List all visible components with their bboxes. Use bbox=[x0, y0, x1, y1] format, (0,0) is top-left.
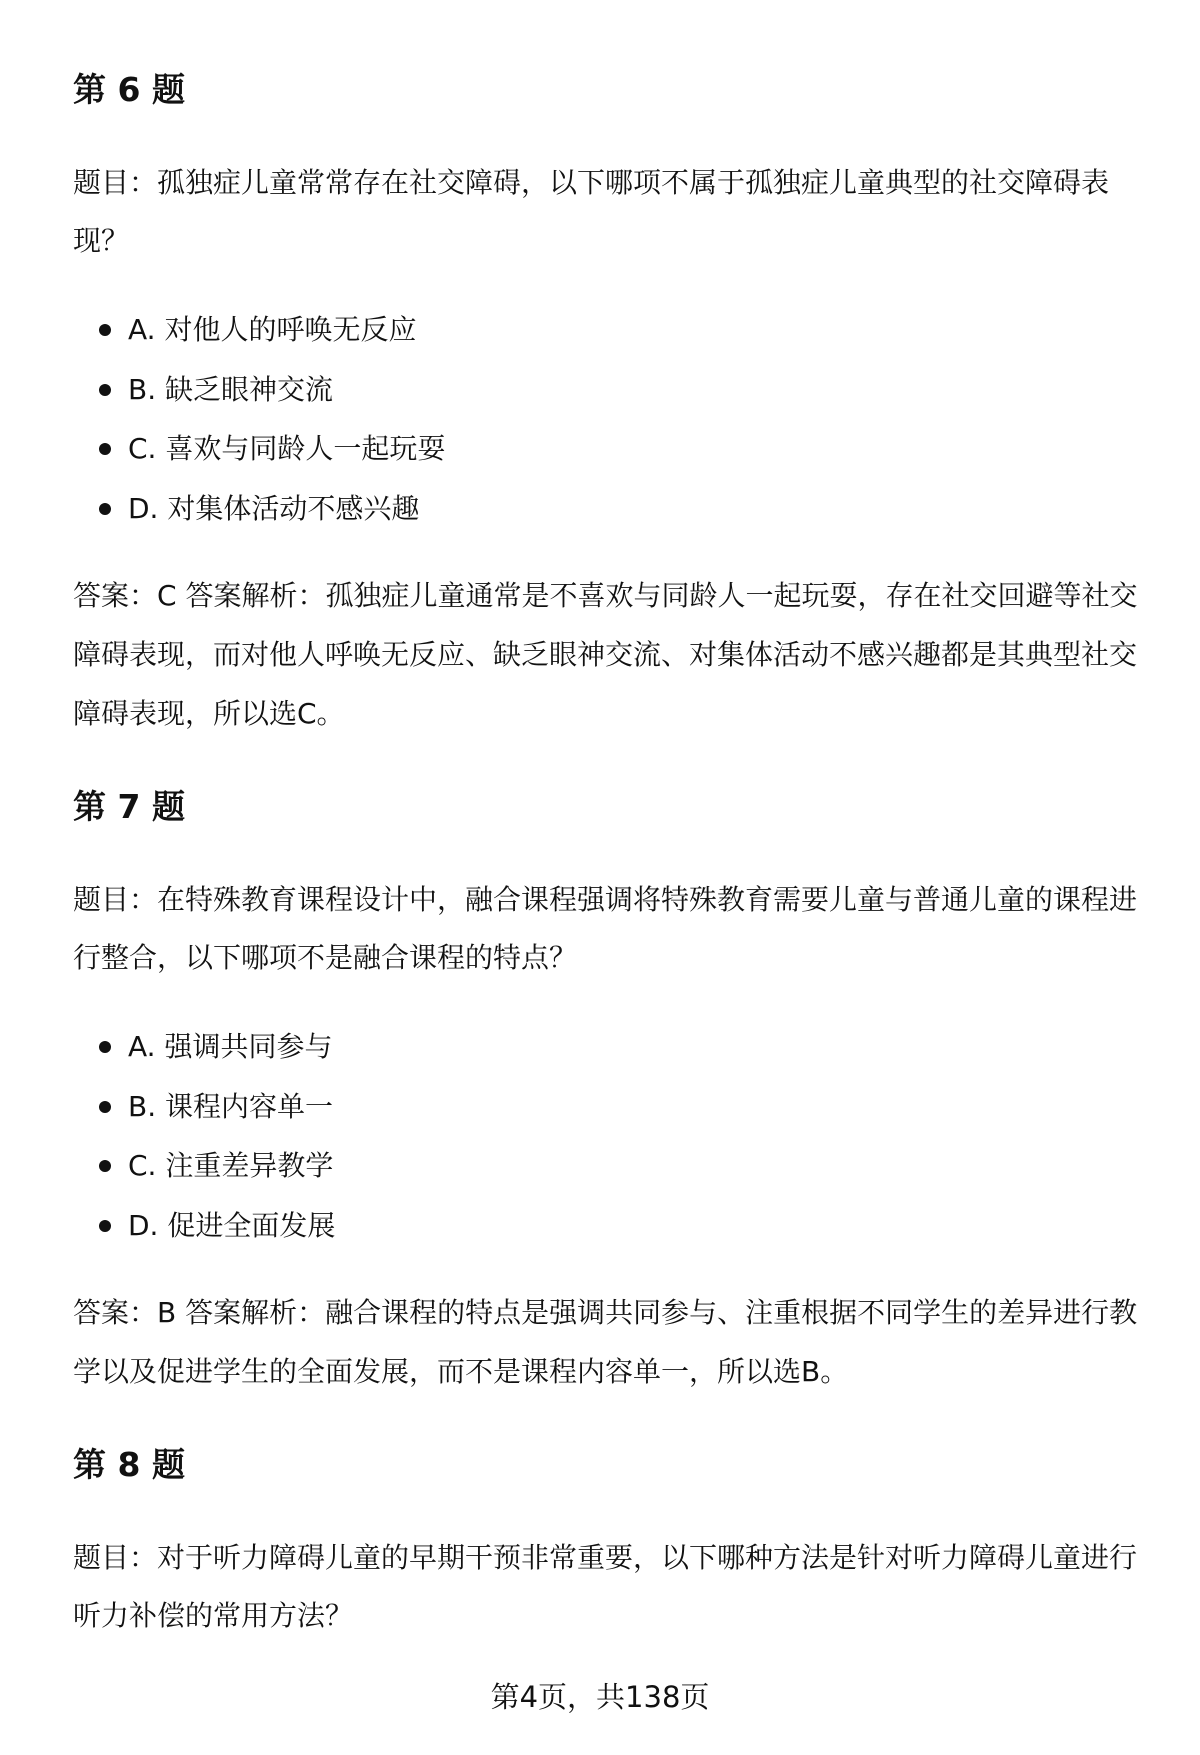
option-item bbox=[73, 1136, 1153, 1196]
question-text: 题目：孤独症儿童常常存在社交障碍，以下哪项不属于孤独症儿童典型的社交障碍表现？ bbox=[73, 166, 1110, 257]
option-item bbox=[73, 1196, 1153, 1256]
option-label: D. 促进全面发展 bbox=[128, 1208, 336, 1242]
question-heading: 第 8 题 bbox=[73, 1445, 185, 1484]
bullet-icon bbox=[99, 443, 111, 455]
option-label: B. 缺乏眼神交流 bbox=[128, 372, 334, 406]
option-item bbox=[73, 1077, 1153, 1137]
bullet-icon bbox=[99, 503, 111, 515]
option-label: D. 对集体活动不感兴趣 bbox=[128, 491, 420, 525]
bullet-icon bbox=[99, 384, 111, 396]
option-list bbox=[73, 1017, 1153, 1255]
option-list bbox=[73, 300, 1153, 538]
option-label: A. 对他人的呼唤无反应 bbox=[128, 313, 417, 346]
option-item bbox=[73, 1017, 1153, 1077]
option-item bbox=[73, 479, 1153, 539]
question-text: 题目：对于听力障碍儿童的早期干预非常重要，以下哪种方法是针对听力障碍儿童进行听力补偿的常用方法？ bbox=[73, 1541, 1138, 1632]
bullet-icon bbox=[99, 324, 111, 336]
bullet-icon bbox=[99, 1101, 111, 1113]
option-label: C. 注重差异教学 bbox=[128, 1149, 334, 1182]
bullet-icon bbox=[99, 1160, 111, 1172]
page-number: 第4页，共138页 bbox=[490, 1680, 710, 1714]
option-label: C. 喜欢与同龄人一起玩耍 bbox=[128, 432, 446, 465]
answer-explanation: 答案：C 答案解析：孤独症儿童通常是不喜欢与同龄人一起玩耍，存在社交回避等社交障碍表现，而对他人呼唤无反应、缺乏眼神交流、对集体活动不感兴趣都是其典型社交障碍表现，所以选C。 bbox=[73, 579, 1138, 730]
bullet-icon bbox=[99, 1220, 111, 1232]
option-label: B. 课程内容单一 bbox=[128, 1089, 334, 1123]
question-text: 题目：在特殊教育课程设计中，融合课程强调将特殊教育需要儿童与普通儿童的课程进行整合，以下哪项不是融合课程的特点？ bbox=[73, 883, 1138, 974]
bullet-icon bbox=[99, 1041, 111, 1053]
option-item bbox=[73, 360, 1153, 420]
option-item bbox=[73, 300, 1153, 360]
question-7 bbox=[73, 777, 1153, 1401]
option-label: A. 强调共同参与 bbox=[128, 1030, 333, 1063]
question-6 bbox=[73, 60, 1153, 743]
question-heading: 第 6 题 bbox=[73, 70, 185, 109]
question-8 bbox=[73, 1435, 1153, 1645]
option-item bbox=[73, 419, 1153, 479]
answer-explanation: 答案：B 答案解析：融合课程的特点是强调共同参与、注重根据不同学生的差异进行教学以及促进学生的全面发展，而不是课程内容单一，所以选B。 bbox=[73, 1296, 1138, 1388]
question-heading: 第 7 题 bbox=[73, 787, 185, 826]
page-content bbox=[73, 60, 1153, 1675]
